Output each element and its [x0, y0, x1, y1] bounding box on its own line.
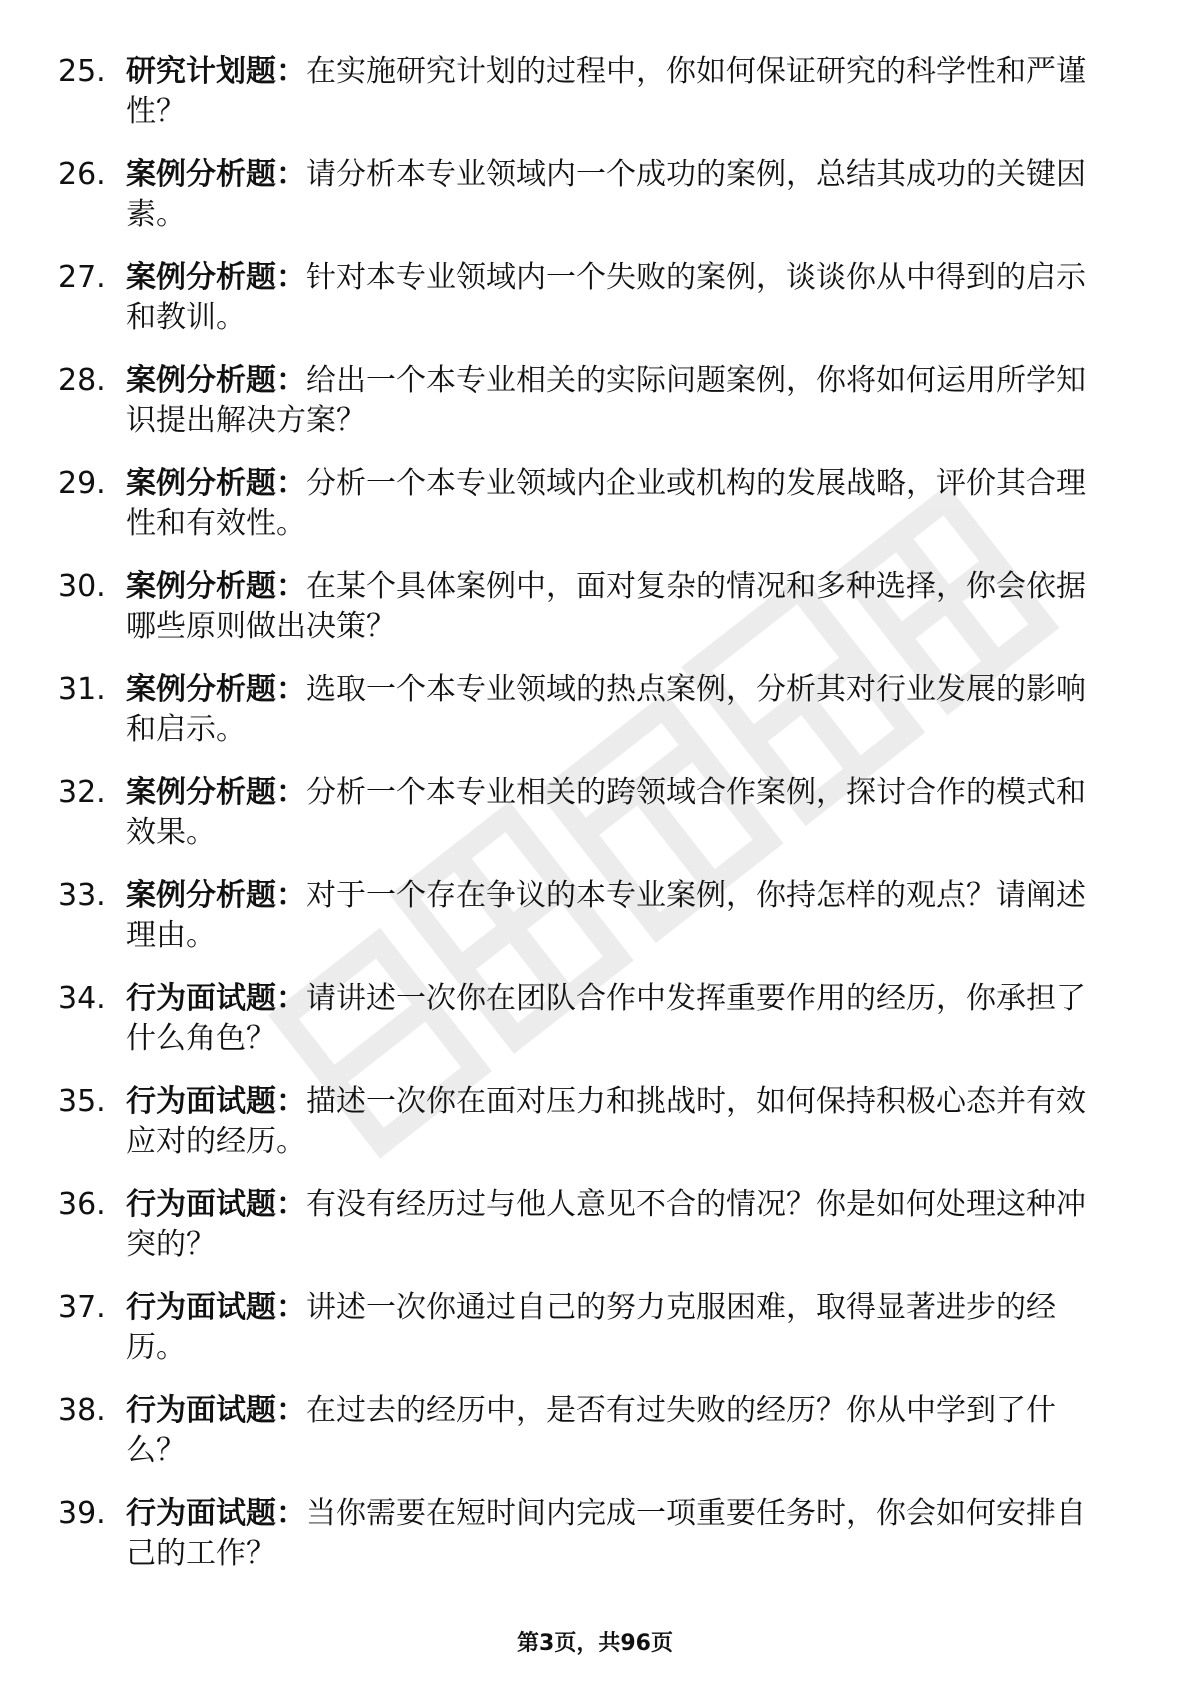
page-number-footer: 第3页，共96页 [517, 1631, 673, 1656]
question-item [58, 670, 1108, 750]
question-number: 36. [58, 1187, 106, 1222]
question-body [126, 52, 1106, 132]
question-item [58, 52, 1108, 132]
question-text: 在过去的经历中，是否有过失败的经历？你从中学到了什么？ [126, 1393, 1056, 1468]
question-item [58, 155, 1108, 235]
question-number: 29. [58, 466, 106, 501]
question-item [58, 258, 1108, 338]
question-body [126, 567, 1106, 647]
question-category: 案例分析题： [126, 569, 306, 604]
question-text: 请讲述一次你在团队合作中发挥重要作用的经历，你承担了什么角色？ [126, 981, 1086, 1056]
question-text: 有没有经历过与他人意见不合的情况？你是如何处理这种冲突的？ [126, 1187, 1086, 1262]
question-number: 25. [58, 54, 106, 89]
question-number: 34. [58, 981, 106, 1016]
question-body [126, 1494, 1106, 1574]
question-category: 案例分析题： [126, 775, 306, 810]
question-category: 行为面试题： [126, 1496, 306, 1531]
question-number: 31. [58, 672, 106, 707]
question-text: 描述一次你在面对压力和挑战时，如何保持积极心态并有效应对的经历。 [126, 1084, 1086, 1159]
question-body [126, 876, 1106, 956]
question-category: 案例分析题： [126, 672, 306, 707]
question-category: 案例分析题： [126, 260, 306, 295]
question-text: 分析一个本专业领域内企业或机构的发展战略，评价其合理性和有效性。 [126, 466, 1086, 541]
question-item [58, 567, 1108, 647]
question-text: 对于一个存在争议的本专业案例，你持怎样的观点？请阐述理由。 [126, 878, 1086, 953]
question-body [126, 258, 1106, 338]
question-text: 在实施研究计划的过程中，你如何保证研究的科学性和严谨性？ [126, 54, 1086, 129]
question-body [126, 1082, 1106, 1162]
question-number: 35. [58, 1084, 106, 1119]
question-text: 针对本专业领域内一个失败的案例，谈谈你从中得到的启示和教训。 [126, 260, 1086, 335]
question-text: 选取一个本专业领域的热点案例，分析其对行业发展的影响和启示。 [126, 672, 1086, 747]
question-number: 27. [58, 260, 106, 295]
question-item [58, 1185, 1108, 1265]
question-item [58, 1082, 1108, 1162]
question-body [126, 464, 1106, 544]
question-body [126, 155, 1106, 235]
question-item [58, 979, 1108, 1059]
question-body [126, 979, 1106, 1059]
question-number: 26. [58, 157, 106, 192]
question-item [58, 361, 1108, 441]
question-item [58, 876, 1108, 956]
question-number: 39. [58, 1496, 106, 1531]
question-item [58, 1494, 1108, 1574]
question-category: 行为面试题： [126, 1084, 306, 1119]
question-number: 32. [58, 775, 106, 810]
question-item [58, 773, 1108, 853]
question-item [58, 1288, 1108, 1368]
question-body [126, 1185, 1106, 1265]
question-item [58, 1391, 1108, 1471]
question-text: 请分析本专业领域内一个成功的案例，总结其成功的关键因素。 [126, 157, 1086, 232]
question-category: 行为面试题： [126, 1187, 306, 1222]
question-text: 当你需要在短时间内完成一项重要任务时，你会如何安排自己的工作？ [126, 1496, 1086, 1571]
question-item [58, 464, 1108, 544]
question-list [58, 52, 1108, 1597]
question-body [126, 670, 1106, 750]
question-number: 38. [58, 1393, 106, 1428]
question-text: 给出一个本专业相关的实际问题案例，你将如何运用所学知识提出解决方案？ [126, 363, 1086, 438]
question-category: 案例分析题： [126, 878, 306, 913]
question-text: 讲述一次你通过自己的努力克服困难，取得显著进步的经历。 [126, 1290, 1056, 1365]
question-category: 研究计划题： [126, 54, 306, 89]
question-body [126, 361, 1106, 441]
question-category: 行为面试题： [126, 1393, 306, 1428]
question-number: 28. [58, 363, 106, 398]
question-category: 行为面试题： [126, 981, 306, 1016]
question-category: 案例分析题： [126, 466, 306, 501]
question-category: 案例分析题： [126, 157, 306, 192]
question-number: 37. [58, 1290, 106, 1325]
question-body [126, 1288, 1106, 1368]
question-category: 行为面试题： [126, 1290, 306, 1325]
question-number: 30. [58, 569, 106, 604]
question-text: 分析一个本专业相关的跨领域合作案例，探讨合作的模式和效果。 [126, 775, 1086, 850]
question-body [126, 773, 1106, 853]
question-category: 案例分析题： [126, 363, 306, 398]
question-text: 在某个具体案例中，面对复杂的情况和多种选择，你会依据哪些原则做出决策？ [126, 569, 1086, 644]
question-body [126, 1391, 1106, 1471]
question-number: 33. [58, 878, 106, 913]
